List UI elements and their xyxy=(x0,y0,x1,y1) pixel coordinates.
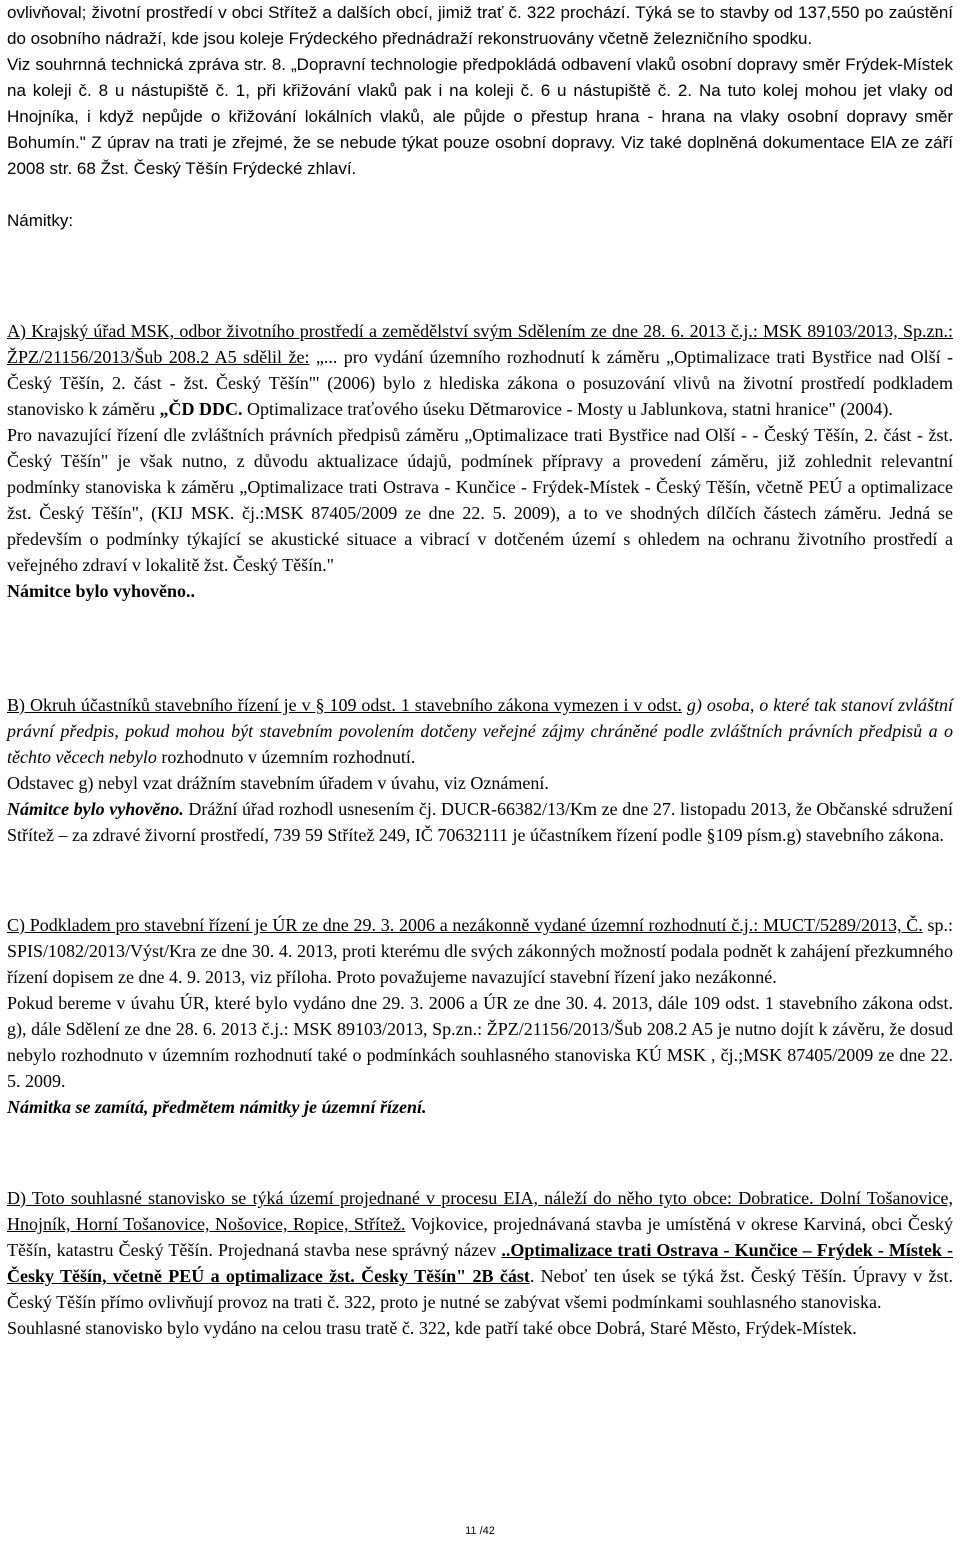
objection-b-result: Námitce bylo vyhověno. xyxy=(7,799,184,819)
objection-a xyxy=(7,318,953,604)
intro-block xyxy=(7,0,953,234)
objection-a-text2: Optimalizace traťového úseku Dětmarovice - Mosty u Jablunkova, statni hranice" (2004). xyxy=(242,399,893,419)
page-number: 11 /42 xyxy=(465,1525,495,1537)
objections-heading: Námitky: xyxy=(7,211,74,230)
technical-report-paragraph: Viz souhrnná technická zpráva str. 8. „Dopravní technologie předpokládá odbavení vlaků osobní dopravy směr Frýdek-Místek na koleji č. 8 u nástupiště č. 1, při křižování vlaků pak i na koleji č. 6 u nástupiště č. 2. Na tuto kolej mohou jet vlaky od Hnojníka, i když nepůjde o křižování lokálních vlaků, ale půjde o přestup hrana - hrana na vlaky osobní dopravy směr Bohumín." Z úprav na trati je zřejmé, že se nebude týkat pouze osobní dopravy. Viz také doplněná dokumentace ElA ze září 2008 str. 68 Žst. Český Těšín Frýdecké zhlaví. xyxy=(7,55,953,178)
objection-d-paragraph2: Souhlasné stanovisko bylo vydáno na celou trasu tratě č. 322, kde patří také obce Dobrá, Staré Město, Frýdek-Místek. xyxy=(7,1318,857,1338)
objection-a-text1: „... pro vydání územního rozhodnutí k záměru „Optimalizace trati Bystřice nad Olší - Český Těšín, 2. část - žst. Český Těšín"' (2006) bylo z hlediska zákona o posuzování vlivů na životní prostředí podkladem stanovisko k záměru xyxy=(7,347,953,419)
objection-b-decision: Drážní úřad rozhodl usnesením čj. DUCR-66382/13/Km ze dne 27. listopadu 2013, že Občanské sdružení Střítež – za zdravé živorní prostředí, 739 59 Střítež 249, IČ 70632111 je účastníkem řízení podle §109 písm.g) stavebního zákona. xyxy=(7,799,953,845)
objection-b-text: rozhodnuto v územním rozhodnutí. xyxy=(156,747,416,767)
objection-a-paragraph2: Pro navazující řízení dle zvláštních právních předpisů záměru „Optimalizace trati Bystřice nad Olší - - Český Těšín, 2. část - žst. Český Těšín" je však nutno, z důvodu aktualizace údajů, podmínek přípravy a provedení záměru, již zohlednit relevantní podmínky stanoviska k záměru „Optimalizace trati Ostrava - Kunčice - Frýdek-Místek - Český Těšín, včetně PEÚ a optimalizace žst. Český Těšín", (KIJ MSK. čj.:MSK 87405/2009 ze dne 22. 5. 2009), a to ve shodných dílčích částech záměru. Jedná se především o podmínky týkající se akustické situace a vibrací v dotčeném území s ohledem na ochranu životního prostředí a veřejného zdraví v lokalitě žst. Český Těšín." xyxy=(7,425,953,575)
objection-b-paragraph xyxy=(7,692,953,770)
objection-b-paragraph2: Odstavec g) nebyl vzat drážním stavebním úřadem v úvahu, viz Oznámení. xyxy=(7,773,549,793)
objection-a-paragraph xyxy=(7,318,953,422)
objection-d-title: D) Toto souhlasné stanovisko se týká území projednané v procesu EIA, náleží do něho tyto obce: Dobratice. Dolní Tošanovice, Hnojník, Horní Tošanovice, Nošovice, Ropice, Střítež. xyxy=(7,1188,953,1234)
objection-a-title: A) Krajský úřad MSK, odbor životního prostředí a zemědělství svým Sdělením ze dne 28. 6. 2013 č.j.: MSK 89103/2013, Sp.zn.: ŽPZ/21156/2013/Šub 208.2 A5 sdělil že: xyxy=(7,321,953,367)
objection-c-result: Námitka se zamítá, předmětem námitky je územní řízení. xyxy=(7,1097,427,1117)
objection-d-project-name: ..Optimalizace trati Ostrava - Kunčice – Frýdek - Místek - Česky Těšín, včetně PEÚ a optimalizace žst. Česky Těšín" 2B část xyxy=(7,1240,953,1286)
objection-c-paragraph xyxy=(7,912,953,990)
objection-c-text: sp.: SPIS/1082/2013/Výst/Kra ze dne 30. 4. 2013, proti kterému dle svých zákonných možností podala podnět k zahájení přezkumného řízení dopisem ze dne 4. 9. 2013, viz příloha. Proto považujeme navazující stavební řízení jako nezákonné. xyxy=(7,915,953,987)
objection-c xyxy=(7,912,953,1120)
objection-b xyxy=(7,692,953,848)
objection-c-title: C) Podkladem pro stavební řízení je ÚR ze dne 29. 3. 2006 a nezákonně vydané územní rozhodnutí č.j.: MUCT/5289/2013, Č. xyxy=(7,915,923,935)
objection-d-text2: . Neboť ten úsek se týká žst. Český Těšín. Úpravy v žst. Český Těšín přímo ovlivňují provoz na trati č. 322, proto je nutné se zabývat všemi podmínkami souhlasného stanoviska. xyxy=(7,1266,953,1312)
objection-a-bold: „ČD DDC. xyxy=(159,399,243,419)
objection-c-paragraph2: Pokud bereme v úvahu ÚR, které bylo vydáno dne 29. 3. 2006 a ÚR ze dne 30. 4. 2013, dále 109 odst. 1 stavebního zákona odst. g), dále Sdělení ze dne 28. 6. 2013 č.j.: MSK 89103/2013, Sp.zn.: ŽPZ/21156/2013/Šub 208.2 A5 je nutno dojít k závěru, že dosud nebylo rozhodnuto v územním rozhodnutí také o podmínkách souhlasného stanoviska KÚ MSK , čj.;MSK 87405/2009 ze dne 22. 5. 2009. xyxy=(7,993,953,1091)
objection-d-text1: Vojkovice, projednávaná stavba je umístěná v okrese Karviná, obci Český Těšín, katastru Český Těšín. Projednaná stavba nese správný název xyxy=(7,1214,953,1260)
objection-d xyxy=(7,1185,953,1341)
intro-paragraph: ovlivňoval; životní prostředí v obci Střítež a dalších obcí, jimiž trať č. 322 prochází. Týká se to stavby od 137,550 po zaústění do osobního nádraží, kde jsou koleje Frýdeckého přednádraží rekonstruovány včetně železničního spodku. xyxy=(7,3,953,48)
objection-b-title: B) Okruh účastníků stavebního řízení je v § 109 odst. 1 stavebního zákona vymezen i v odst. xyxy=(7,695,682,715)
objection-d-paragraph xyxy=(7,1185,953,1315)
objection-b-paragraph3 xyxy=(7,796,953,848)
objection-b-italic: g) osoba, o které tak stanoví zvláštní právní předpis, pokud mohou být stavebním povolením dotčeny veřejné zájmy chráněné podle zvláštních právních předpisů a o těchto věcech nebylo xyxy=(7,695,953,767)
objection-a-result: Námitce bylo vyhověno.. xyxy=(7,581,195,601)
